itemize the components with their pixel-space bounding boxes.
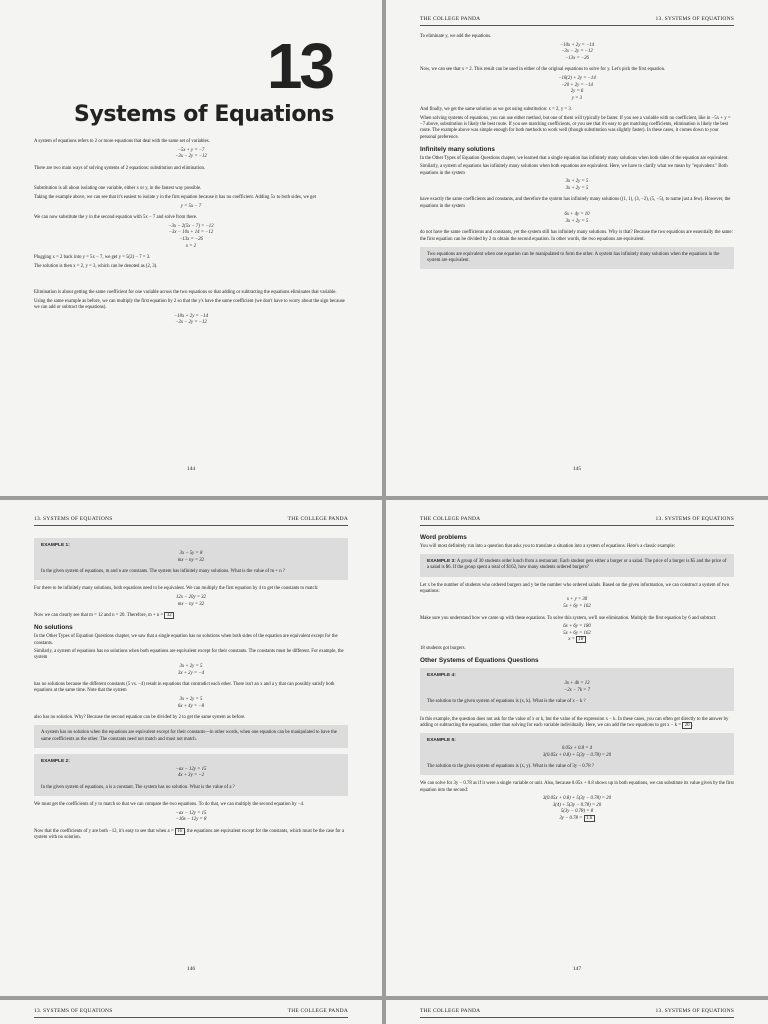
equation-line: y = 5x − 7 xyxy=(180,203,202,209)
equation-line: 3x + 2y = 5 xyxy=(565,218,589,224)
equation-line: −3x − 2y = −12 xyxy=(175,320,207,326)
equation-line: −ax − 12y = 15 xyxy=(175,810,207,816)
answer-box: 16 xyxy=(175,828,185,835)
callout-box xyxy=(420,247,734,269)
equation-block xyxy=(34,314,348,327)
equation-line: −20 + 2y = −14 xyxy=(561,82,593,88)
paragraph: When solving systems of equations, you can use either method, but one of them will typically be faster. If you see a variable with no coefficient, like in −5x + y = −7 above, substitution is likely the best route. If you see matching coefficients, or you see that it's easy to get matching coefficients, elimination is likely the best route. The example above was simple enough for both methods to work well (though substitution was slightly faster). In these cases, it comes down to your personal preference. xyxy=(420,115,731,140)
header-right: 13. SYSTEMS OF EQUATIONS xyxy=(655,16,734,22)
equation-block xyxy=(41,767,341,780)
equation-line: 3(0.05x + 0.8) + 5(3y − 0.78) = 20 xyxy=(543,752,611,758)
paragraph: We must get the coefficients of y to match so that we can compare the two equations. To do that, we can multiply the second equation by −4. xyxy=(34,802,305,808)
section-heading: Other Systems of Equations Questions xyxy=(420,657,539,665)
equation-block xyxy=(34,811,348,824)
equation-line: 4x + 3y = −2 xyxy=(178,773,204,779)
example-box xyxy=(34,754,348,796)
example-question: In the given system of equations, a is a constant. The system has no solution. What is the value of a ? xyxy=(41,784,235,790)
paragraph: In the Other Types of Equation Questions chapter, we learned that a single equation has infinitely many solutions when both sides of the equation are equivalent. xyxy=(420,155,729,161)
equation-line: 3x + 2y = −4 xyxy=(178,670,204,676)
section-heading: Word problems xyxy=(420,534,467,541)
paragraph: And finally, we get the same solution as we got using substitution: x = 2, y = 3. xyxy=(420,107,572,113)
paragraph: Similarly, a system of equations has infinitely many solutions when both equations are equivalent. Here, we have to clarify what we mean by "equivalent." Both equations in the system xyxy=(420,164,728,176)
paragraph: The solution is then x = 2, y = 3, which can be denoted as (2, 3). xyxy=(34,263,158,269)
callout-box xyxy=(34,725,348,747)
paragraph: In the Other Types of Equation Questions chapter, we saw that a single equation has no solutions when both sides of the equation are equivalent except for the constants. xyxy=(34,634,338,646)
paragraph: Now, we can see that x = 2. This result can be used in either of the original equations to solve for y. Let's pick the first equation. xyxy=(420,67,666,73)
equation-line: 5x + 6y = 162 xyxy=(563,630,591,636)
page-146 xyxy=(0,500,382,996)
paragraph: Let x be the number of students who ordered burgers and y be the number who ordered salads. Based on the given information, we can construct a system of two equations: xyxy=(420,582,730,594)
equation-line: mx − ny = 32 xyxy=(177,601,205,607)
paragraph: has no solutions because the different constants (5 vs. −4) result in equations that contradict each other. There isn't an x and a y that can possibly satisfy both equations at the same time. Note that the system xyxy=(34,682,335,694)
example-label: EXAMPLE 2: xyxy=(41,758,70,764)
equation-line: −3x − 2y = −12 xyxy=(561,49,593,55)
header-right: THE COLLEGE PANDA xyxy=(287,1008,348,1014)
paragraph: Substitution is all about isolating one variable, either x or y, in the fastest way possible. xyxy=(34,186,202,192)
page-144-body xyxy=(34,30,348,332)
header-left: 13. SYSTEMS OF EQUATIONS xyxy=(34,516,113,522)
equation-line: −10x + 2y = −14 xyxy=(174,313,208,319)
equation-line: −3x − 2(5x − 7) = −12 xyxy=(168,223,214,229)
equation-line: x = 2 xyxy=(185,243,197,249)
equation-line: 3x − 5y = 8 xyxy=(179,551,203,556)
answer-box: 20 xyxy=(682,722,692,729)
equation-line: 2y = 6 xyxy=(570,89,584,95)
paragraph: We can solve for 3y − 0.78 as if it were a single variable or unit. Also, because 0.05x + 0.8 shows up in both equations, we can substitute its value given by the first equation into the second: xyxy=(420,781,734,793)
equation-line: −10(2) + 2y = −14 xyxy=(558,75,596,81)
callout-text: Two equations are equivalent when one equation can be manipulated to form the other. A system has infinitely many solutions when the equations in the system are equivalent. xyxy=(427,251,720,263)
equation-block xyxy=(34,224,348,250)
paragraph: Elimination is about getting the same coefficient for one variable across the two equations so that adding or subtracting the equations eliminates that variable. xyxy=(34,290,337,296)
paragraph: 18 students got burgers. xyxy=(420,645,466,651)
equation-line: mx − ny = 32 xyxy=(177,557,205,563)
equation-block xyxy=(420,43,734,63)
equation-line: 3x + 2y = 5 xyxy=(565,185,589,191)
paragraph: Using the same example as before, we can multiply the first equation by 2 so that the y's have the same coefficient (we don't have to worry about the sign because we can add or subtract the equations). xyxy=(34,298,345,311)
example-box xyxy=(420,733,734,775)
page-number: 146 xyxy=(186,966,196,972)
equation-line: 5x + 6y = 162 xyxy=(563,604,591,609)
paragraph: Similarly, a system of equations has no solutions when both equations are equivalent except for their constants. The constants must be different. For example, the system xyxy=(34,649,344,661)
equation-block xyxy=(420,76,734,102)
page-144 xyxy=(0,0,382,496)
header-right: 13. SYSTEMS OF EQUATIONS xyxy=(655,1008,734,1014)
equation-line: −ax − 12y = 15 xyxy=(175,766,207,772)
paragraph: Make sure you understand how we came up with these equations. To solve this system, we'll use elimination. Multiply the first equation by 6 and subtract: xyxy=(420,615,717,621)
paragraph: Now that the coefficients of y are both −12, it's easy to see that when a = 16 , the equations are equivalent except for the constants, which must be the case for a system with no solution. xyxy=(34,828,345,841)
running-header xyxy=(420,1008,734,1018)
equation-block xyxy=(420,597,734,610)
paragraph: We can now substitute the y in the second equation with 5x − 7 and solve from there. xyxy=(34,215,198,221)
equation-line: 5(3y − 0.78) = 8 xyxy=(560,809,594,815)
header-left: THE COLLEGE PANDA xyxy=(420,516,481,522)
equation-line: 0.05x + 0.8 = 4 xyxy=(561,745,593,751)
equation-line: −13x = −26 xyxy=(179,236,203,242)
page-number: 147 xyxy=(572,966,582,972)
running-header xyxy=(420,16,734,26)
example-label: EXAMPLE 4: xyxy=(427,673,456,679)
equation-line: −3x − 2y = −12 xyxy=(175,154,207,160)
running-header xyxy=(34,1008,348,1018)
page-number: 145 xyxy=(572,466,582,472)
equation-block xyxy=(427,681,727,694)
equation-line: 6x + 4y = 10 xyxy=(564,212,590,218)
running-header xyxy=(34,516,348,526)
paragraph: also has no solution. Why? Because the second equation can be divided by 2 to get the same system as before. xyxy=(34,715,246,721)
section-heading: Infinitely many solutions xyxy=(420,145,495,153)
page-148 xyxy=(0,1000,382,1024)
running-header xyxy=(420,516,734,526)
paragraph: do not have the same coefficients and constants, yet the system still has infinitely many solutions. Why is that? Because the two equations are essentially the same: the first equation can be divided by 2 to obtain the second equation. In other words, the two equations are equivalent. xyxy=(420,230,733,242)
equation-line: −16x − 12y = 8 xyxy=(175,817,207,823)
equation-block xyxy=(420,212,734,225)
page-149 xyxy=(386,1000,768,1024)
header-right: THE COLLEGE PANDA xyxy=(287,516,348,522)
equation-block xyxy=(41,551,341,564)
equation-line: −5x + y = −7 xyxy=(177,147,205,153)
page-number: 144 xyxy=(186,466,196,472)
equation-line: −2x − 7k = 7 xyxy=(564,687,590,693)
answer-box: 1.6 xyxy=(584,815,595,822)
page-145-body xyxy=(420,34,734,275)
equation-block xyxy=(34,595,348,608)
paragraph: To eliminate y, we add the equations. xyxy=(420,34,492,39)
page-145 xyxy=(386,0,768,496)
paragraph: Plugging x = 2 back into y = 5x − 7, we get y = 5(2) − 7 = 3. xyxy=(34,255,151,261)
equation-line: 3x + 2y = 5 xyxy=(565,179,589,185)
equation-block xyxy=(34,697,348,710)
paragraph: have exactly the same coefficients and constants, and therefore the system has infinitely many solutions ((1, 1), (3, −2), (5, −5), to name just a few). However, the equations in the system xyxy=(420,197,731,209)
header-right: 13. SYSTEMS OF EQUATIONS xyxy=(655,516,734,522)
equation-line: y = 3 xyxy=(571,95,583,101)
equation-block xyxy=(427,746,727,759)
answer-box: 18 xyxy=(576,636,586,643)
answer-box: 32 xyxy=(164,612,174,619)
chapter-number: 13 xyxy=(266,30,332,102)
chapter-title: Systems of Equations xyxy=(74,102,334,127)
paragraph: You will most definitely run into a question that asks you to translate a situation into a system of equations. Here's a classic example: xyxy=(420,544,676,549)
paragraph: Taking the example above, we can see that it's easiest to isolate y in the first equation because it has no coefficient. Adding 5x to both sides, we get xyxy=(34,194,316,200)
example-label: EXAMPLE 1: xyxy=(41,543,70,548)
equation-block xyxy=(420,179,734,192)
paragraph: Now we can clearly see that m = 12 and n = 20. Therefore, m + n = 32 xyxy=(34,613,348,619)
example-question: The solution to the given system of equations is (x, k). What is the value of x − k ? xyxy=(427,699,586,705)
equation-line: x + y = 30 xyxy=(566,597,588,603)
equation-block xyxy=(34,148,348,161)
example-box xyxy=(420,668,734,710)
equation-line: 6x + 6y = 180 xyxy=(563,624,591,630)
equation-line: 6x + 4y = −8 xyxy=(178,703,204,709)
equation-line: 12x − 20y = 32 xyxy=(176,594,206,600)
equation-line: 3x + 2y = 5 xyxy=(179,696,203,702)
example-box xyxy=(420,554,734,576)
equation-block xyxy=(34,204,348,211)
paragraph: For there to be infinitely many solutions, both equations need to be equivalent. We can multiply the first equation by 4 to get the constants to match: xyxy=(34,586,319,592)
example-label: EXAMPLE 5: xyxy=(427,737,456,743)
paragraph: In this example, the question does not ask for the value of x or k, but the value of the expression x − k. In these cases, you can often get directly to the answer by adding or subtracting the equations, rather than solving for each variable individually. Here, we can add the two equations to get x − k = 20 . xyxy=(420,716,729,728)
header-left: THE COLLEGE PANDA xyxy=(420,1008,481,1014)
equation-line: −10x + 2y = −14 xyxy=(560,42,594,48)
section-heading: No solutions xyxy=(34,624,73,632)
example-question: The solution to the given system of equations is (x, y). What is the value of 3y − 0.78 ? xyxy=(427,764,595,770)
equation-line: −3x − 10x + 14 = −12 xyxy=(168,230,214,236)
callout-text: A system has no solution when the equations are equivalent except for their constants—in other words, when one equation can be manipulated to have the same coefficients as the other. The constants need not match and must not match. xyxy=(41,730,337,742)
paragraph: There are two main ways of solving systems of 2 equations: substitution and elimination. xyxy=(34,165,206,171)
equation-block: 6x + 6y = 180 5x + 6y = 162 x = 18 xyxy=(420,624,734,644)
page-146-body xyxy=(34,534,348,844)
equation-line: 3x + 2y = 5 xyxy=(179,663,203,669)
equation-block: 3(0.05x + 0.8) + 5(3y − 0.78) = 20 3(4) + 5(3y − 0.78) = 20 5(3y − 0.78) = 8 3y − 0.78 = 1.6 xyxy=(420,796,734,822)
equation-line: 3x + 4k = 13 xyxy=(564,681,590,687)
equation-line: 3(4) + 5(3y − 0.78) = 20 xyxy=(552,802,602,808)
page-147-body xyxy=(420,534,734,828)
paragraph: A system of equations refers to 2 or more equations that deal with the same set of variables. xyxy=(34,139,210,144)
equation-line: 3(0.05x + 0.8) + 5(3y − 0.78) = 20 xyxy=(543,796,611,802)
header-left: THE COLLEGE PANDA xyxy=(420,16,481,22)
example-box xyxy=(34,538,348,580)
example-text: EXAMPLE 3: A group of 30 students order lunch from a restaurant. Each student gets either a burger or a salad. The price of a burger is $5 and the price of a salad is $6. If the group spent a total of $162, how many students ordered burgers? xyxy=(427,559,727,571)
page-147 xyxy=(386,500,768,996)
equation-line: −13x = −26 xyxy=(565,55,589,61)
example-question: In the given system of equations, m and n are constants. The system has infinitely many solutions. What is the value of m + n ? xyxy=(41,569,285,575)
equation-block xyxy=(34,664,348,677)
header-left: 13. SYSTEMS OF EQUATIONS xyxy=(34,1008,113,1014)
